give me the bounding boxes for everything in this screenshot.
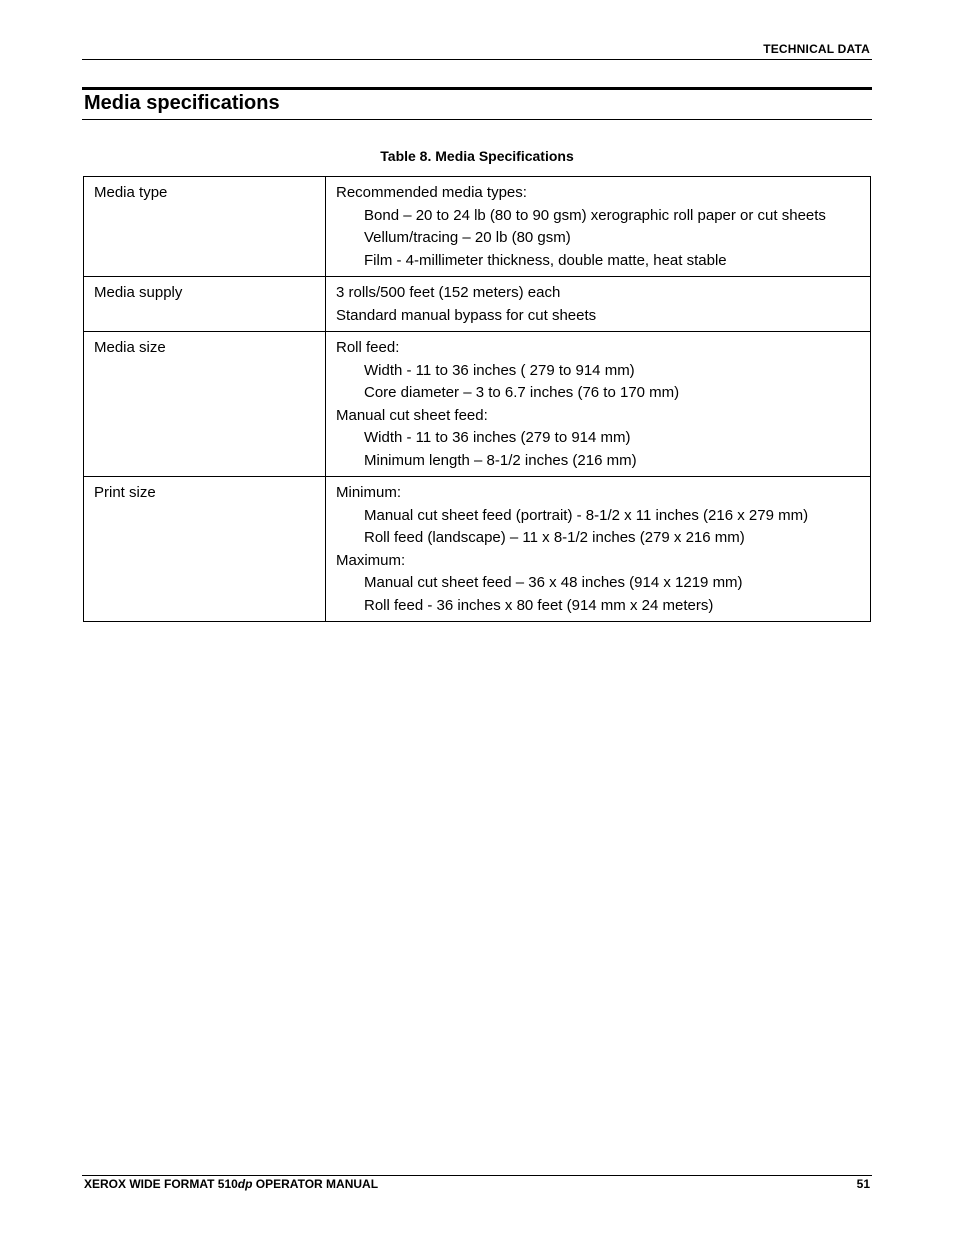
- manual-title-suffix: OPERATOR MANUAL: [252, 1177, 379, 1191]
- table-body: [84, 177, 871, 622]
- spec-line: Bond – 20 to 24 lb (80 to 90 gsm) xerographic roll paper or cut sheets: [364, 206, 826, 224]
- spec-line: Minimum:: [336, 484, 402, 501]
- spec-line: Width - 11 to 36 inches ( 279 to 914 mm): [364, 361, 635, 379]
- spec-line: Recommended media types:: [336, 184, 527, 201]
- row-value-cell: [326, 177, 871, 277]
- spec-line: Vellum/tracing – 20 lb (80 gsm): [364, 229, 571, 246]
- spec-line: Film - 4-millimeter thickness, double matte, heat stable: [364, 251, 727, 269]
- table-row: [84, 177, 871, 277]
- page-number: 51: [856, 1177, 870, 1191]
- row-label-cell: Media size: [84, 332, 326, 477]
- manual-title-prefix: XEROX WIDE FORMAT 510: [84, 1177, 238, 1191]
- spec-line: Manual cut sheet feed – 36 x 48 inches (914 x 1219 mm): [364, 574, 743, 591]
- row-value-cell: [326, 332, 871, 477]
- manual-title-model: dp: [237, 1177, 253, 1191]
- section-title: Media specifications: [84, 92, 280, 114]
- spec-line: Roll feed:: [336, 339, 400, 356]
- spec-line: Minimum length – 8-1/2 inches (216 mm): [364, 451, 637, 469]
- spec-line: Standard manual bypass for cut sheets: [336, 306, 597, 324]
- table-row: [84, 477, 871, 622]
- running-header: TECHNICAL DATA: [763, 42, 870, 56]
- table-row: [84, 277, 871, 332]
- table-row: [84, 332, 871, 477]
- row-value-cell: [326, 477, 871, 622]
- spec-line: Width - 11 to 36 inches (279 to 914 mm): [364, 429, 631, 446]
- row-label-cell: Print size: [84, 477, 326, 622]
- footer-manual-title: [84, 1177, 378, 1191]
- spec-line: Manual cut sheet feed:: [336, 406, 488, 424]
- spec-line: 3 rolls/500 feet (152 meters) each: [336, 284, 561, 301]
- footer-rule: [82, 1175, 872, 1176]
- spec-line: Roll feed (landscape) – 11 x 8-1/2 inches (279 x 216 mm): [364, 529, 745, 546]
- header-rule: [82, 59, 872, 60]
- title-rule-bottom: [82, 119, 872, 120]
- row-label-cell: Media type: [84, 177, 326, 277]
- spec-line: Roll feed - 36 inches x 80 feet (914 mm x 24 meters): [364, 596, 714, 614]
- spec-line: Manual cut sheet feed (portrait) - 8-1/2 x 11 inches (216 x 279 mm): [364, 506, 809, 524]
- row-value-cell: [326, 277, 871, 332]
- title-rule-top: [82, 87, 872, 90]
- media-specifications-table: [83, 176, 871, 622]
- spec-line: Maximum:: [336, 551, 406, 569]
- spec-line: Core diameter – 3 to 6.7 inches (76 to 170 mm): [364, 384, 680, 401]
- row-label-cell: Media supply: [84, 277, 326, 332]
- table-caption: Table 8. Media Specifications: [380, 148, 574, 164]
